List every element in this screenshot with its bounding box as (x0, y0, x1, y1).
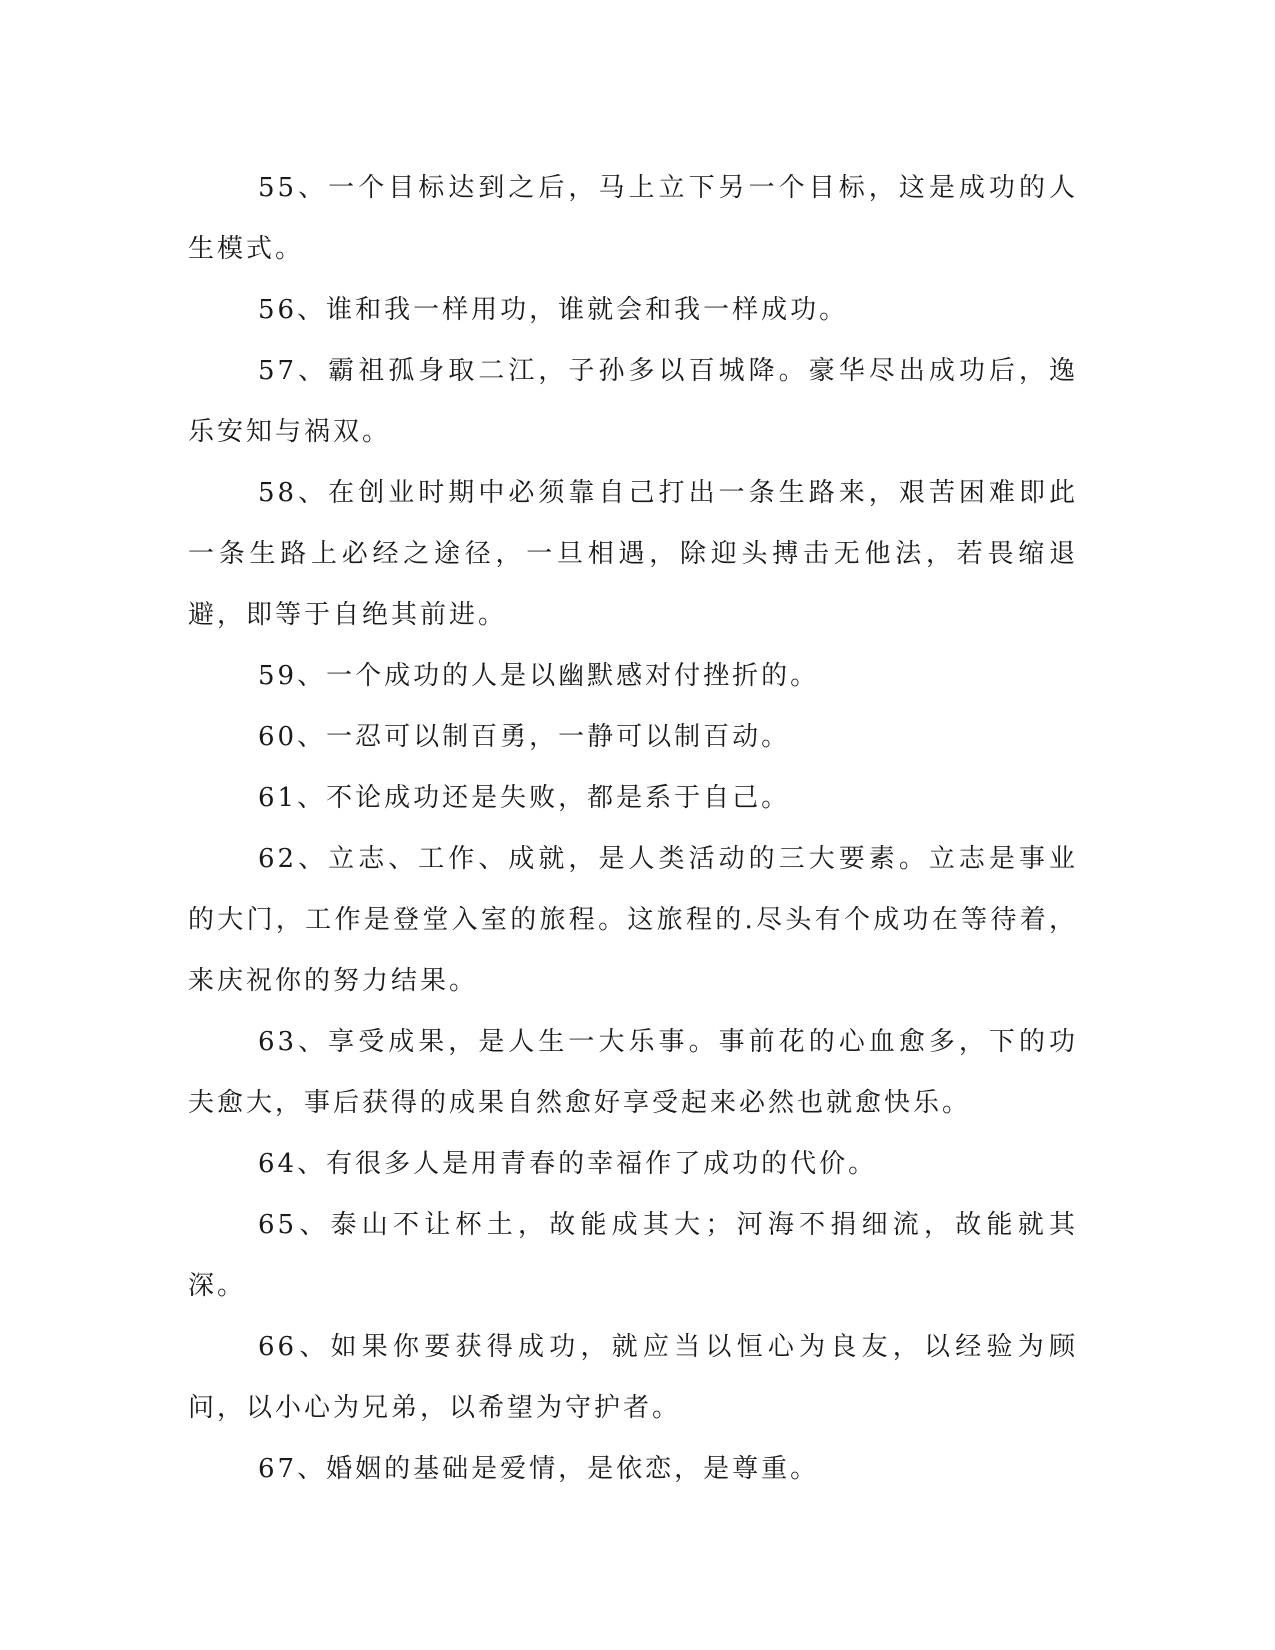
quote-paragraph-56: 56、谁和我一样用功，谁就会和我一样成功。 (258, 295, 849, 325)
quote-paragraph-65: 65、泰山不让杯土，故能成其大；河海不捐细流，故能就其深。 (188, 1210, 1078, 1301)
quote-paragraph-60: 60、一忍可以制百勇，一静可以制百动。 (258, 722, 791, 752)
quote-paragraph-59: 59、一个成功的人是以幽默感对付挫折的。 (258, 661, 820, 691)
quote-paragraph-57: 57、霸祖孤身取二江，子孙多以百城降。豪华尽出成功后，逸乐安知与祸双。 (188, 356, 1078, 447)
quote-paragraph-55: 55、一个目标达到之后，马上立下另一个目标，这是成功的人生模式。 (188, 173, 1078, 264)
quote-paragraph-67: 67、婚姻的基础是爱情，是依恋，是尊重。 (258, 1454, 820, 1484)
quote-paragraph-58: 58、在创业时期中必须靠自己打出一条生路来，艰苦困难即此一条生路上必经之途径，一旦相遇，除迎头搏击无他法，若畏缩退避，即等于自绝其前进。 (188, 478, 1078, 630)
quote-paragraph-62: 62、立志、工作、成就，是人类活动的三大要素。立志是事业的大门，工作是登堂入室的旅程。这旅程的.尽头有个成功在等待着，来庆祝你的努力结果。 (188, 844, 1078, 996)
quote-paragraph-66: 66、如果你要获得成功，就应当以恒心为良友，以经验为顾问，以小心为兄弟，以希望为守护者。 (188, 1332, 1078, 1423)
quote-paragraph-63: 63、享受成果，是人生一大乐事。事前花的心血愈多，下的功夫愈大，事后获得的成果自然愈好享受起来必然也就愈快乐。 (188, 1027, 1078, 1118)
quote-paragraph-64: 64、有很多人是用青春的幸福作了成功的代价。 (258, 1149, 878, 1179)
quote-paragraph-61: 61、不论成功还是失败，都是系于自己。 (258, 783, 791, 813)
document-page (188, 158, 1078, 1500)
